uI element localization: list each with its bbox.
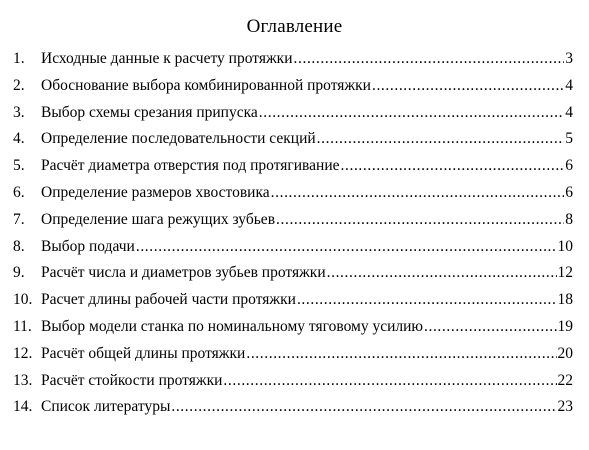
toc-item-label[interactable]: Выбор модели станка по номинальному тяговому усилию [41, 317, 423, 335]
toc-item-number: 1. [13, 50, 25, 67]
toc-item-9[interactable] [13, 263, 573, 290]
dot-leader [276, 210, 564, 230]
table-of-contents [13, 49, 573, 424]
toc-item-number: 4. [13, 130, 25, 148]
dot-leader [341, 156, 565, 176]
toc-item-label[interactable]: Определение шага режущих зубьев [41, 210, 276, 228]
toc-item-page[interactable]: 12 [557, 264, 573, 282]
dot-leader [297, 290, 557, 310]
dot-leader [136, 237, 557, 257]
toc-item-page[interactable]: 23 [557, 398, 573, 416]
page-title: Оглавление [246, 16, 343, 37]
toc-item-6[interactable] [13, 183, 573, 210]
dot-leader [327, 263, 557, 283]
toc-item-number: 7. [13, 210, 25, 228]
toc-item-label[interactable]: Обоснование выбора комбинированной протяжки [41, 76, 371, 94]
toc-item-10[interactable] [13, 290, 573, 317]
toc-item-label[interactable]: Расчёт стойкости протяжки [41, 371, 223, 389]
toc-item-page[interactable]: 5 [565, 130, 573, 148]
toc-item-label[interactable]: Список литературы [41, 398, 171, 416]
toc-item-page[interactable]: 4 [565, 103, 573, 121]
toc-item-page[interactable]: 4 [565, 76, 573, 94]
toc-item-page[interactable]: 3 [565, 50, 573, 67]
toc-item-number: 3. [13, 103, 25, 121]
toc-item-7[interactable] [13, 210, 573, 237]
dot-leader [372, 76, 564, 96]
toc-item-page[interactable]: 6 [565, 157, 573, 175]
toc-item-5[interactable] [13, 156, 573, 183]
toc-item-3[interactable] [13, 103, 573, 130]
toc-item-page[interactable]: 20 [557, 344, 573, 362]
toc-item-11[interactable] [13, 317, 573, 344]
toc-item-number: 5. [13, 157, 25, 175]
toc-item-2[interactable] [13, 76, 573, 103]
toc-item-label[interactable]: Выбор подачи [41, 237, 135, 255]
toc-item-label[interactable]: Выбор схемы срезания припуска [41, 103, 258, 121]
toc-item-13[interactable] [13, 371, 573, 398]
toc-item-4[interactable] [13, 129, 573, 156]
toc-item-page[interactable]: 19 [557, 317, 573, 335]
dot-leader [246, 344, 556, 364]
toc-item-page[interactable]: 22 [557, 371, 573, 389]
toc-item-label[interactable]: Расчет длины рабочей части протяжки [41, 291, 296, 309]
toc-item-label[interactable]: Расчёт числа и диаметров зубьев протяжки [41, 264, 326, 282]
toc-item-12[interactable] [13, 344, 573, 371]
toc-item-number: 11. [13, 317, 32, 335]
toc-item-number: 14. [13, 398, 33, 416]
toc-item-page[interactable]: 18 [557, 291, 573, 309]
toc-item-label[interactable]: Расчёт диаметра отверстия под протягивание [41, 157, 340, 175]
toc-item-8[interactable] [13, 237, 573, 264]
toc-item-14[interactable] [13, 397, 573, 424]
toc-item-page[interactable]: 8 [565, 210, 573, 228]
toc-item-number: 9. [13, 264, 25, 282]
toc-item-1[interactable] [13, 49, 573, 76]
toc-item-label[interactable]: Расчёт общей длины протяжки [41, 344, 246, 362]
toc-item-number: 6. [13, 183, 25, 201]
dot-leader [259, 103, 564, 123]
dot-leader [271, 183, 565, 203]
dot-leader [223, 371, 556, 391]
toc-item-page[interactable]: 10 [557, 237, 573, 255]
toc-item-number: 13. [13, 371, 33, 389]
dot-leader [171, 397, 556, 417]
toc-item-number: 8. [13, 237, 25, 255]
toc-item-number: 2. [13, 76, 25, 94]
toc-item-page[interactable]: 6 [565, 183, 573, 201]
toc-item-number: 12. [13, 344, 33, 362]
toc-item-label[interactable]: Определение последовательности секций [41, 130, 316, 148]
dot-leader [317, 129, 565, 149]
dot-leader [294, 49, 565, 69]
toc-item-number: 10. [13, 291, 33, 309]
toc-item-label[interactable]: Исходные данные к расчету протяжки [41, 50, 293, 67]
toc-item-label[interactable]: Определение размеров хвостовика [41, 183, 270, 201]
dot-leader [424, 317, 557, 337]
